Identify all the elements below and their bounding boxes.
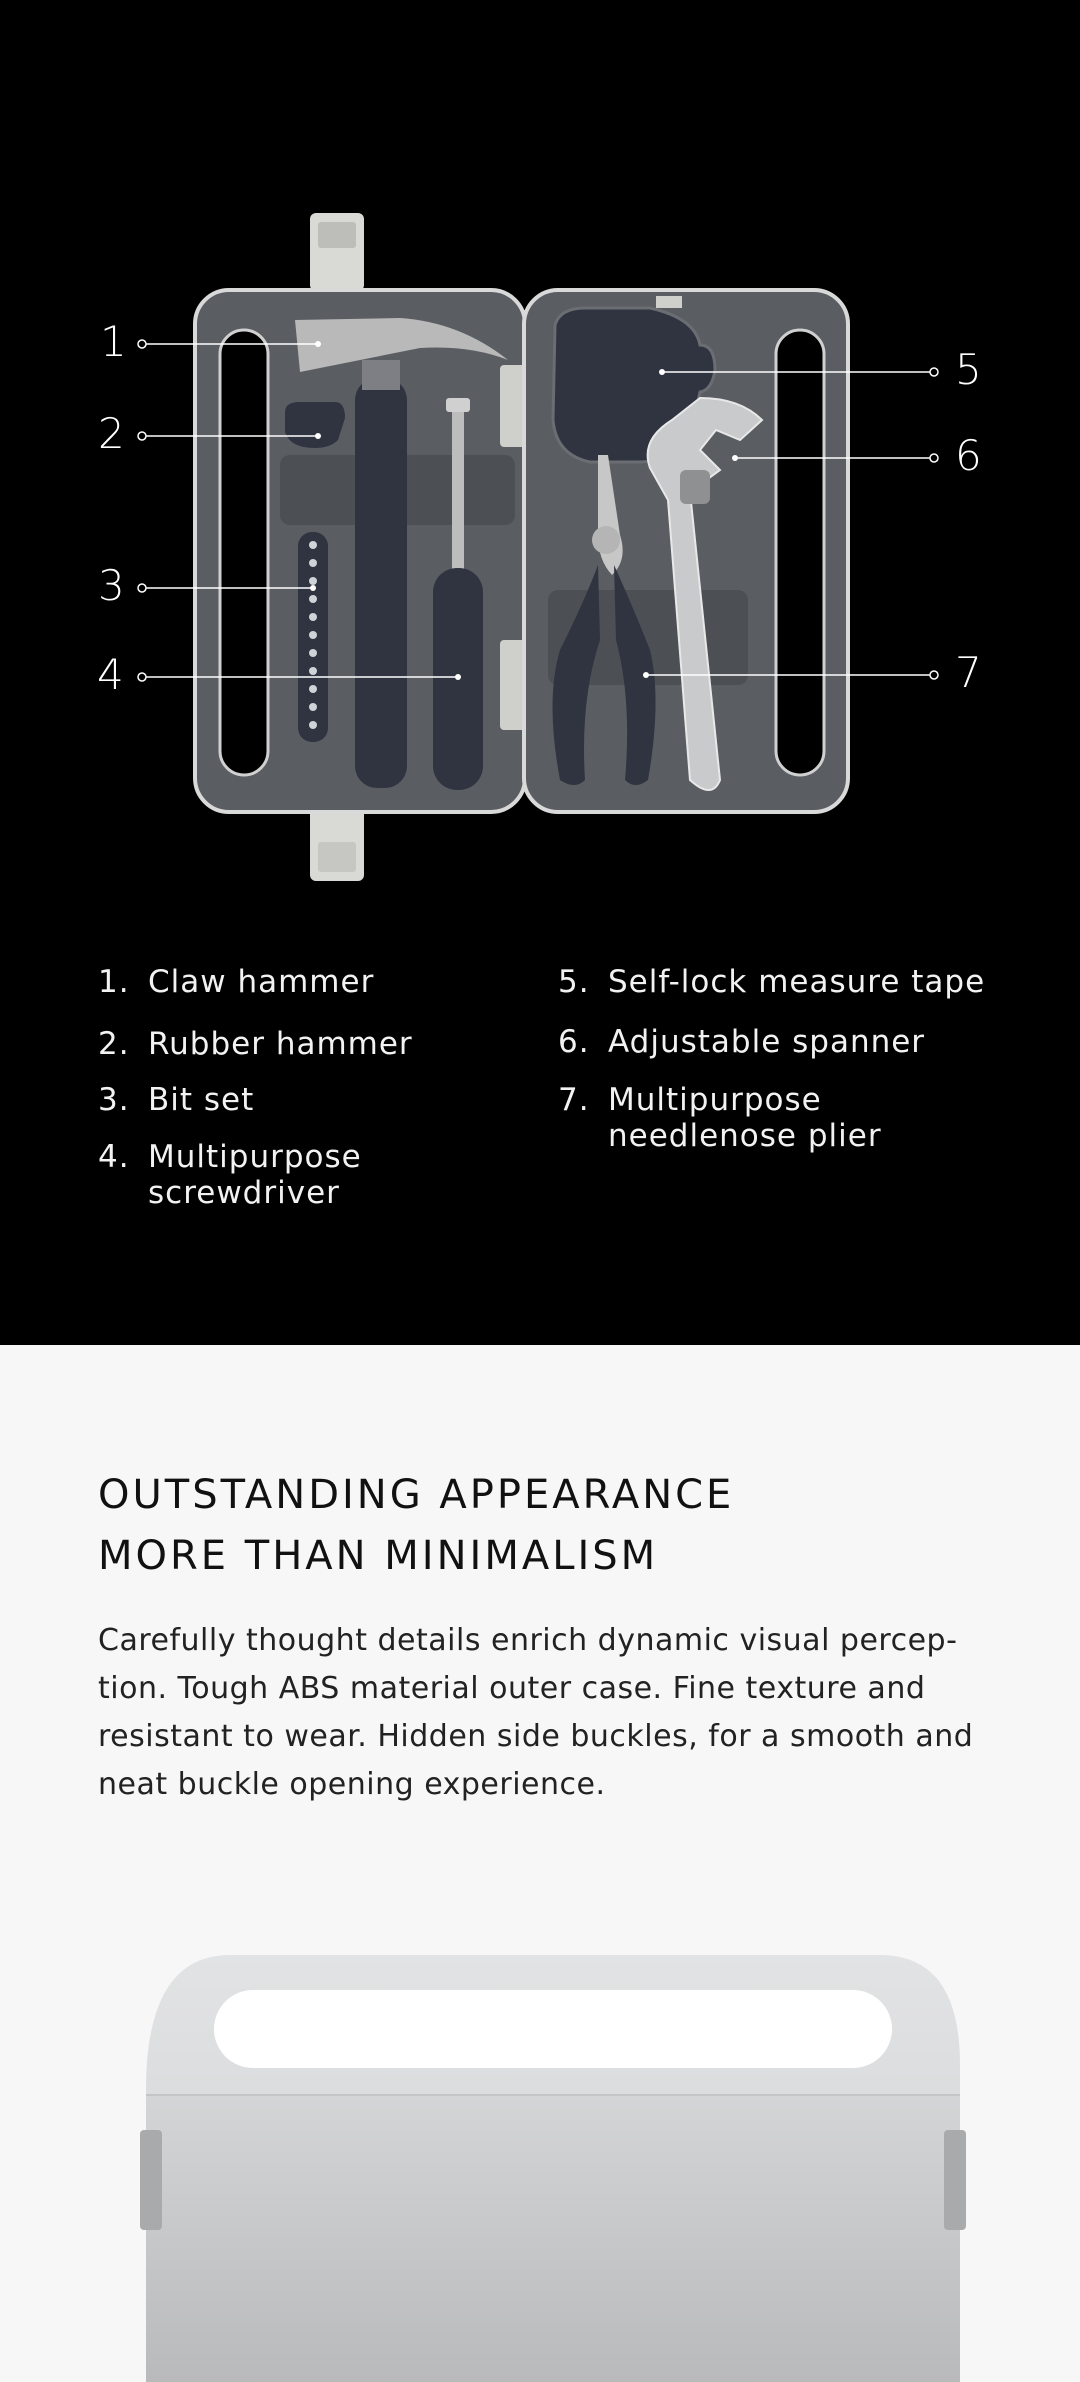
- tool-number: 1.: [98, 964, 130, 1000]
- tool-label: Claw hammer: [148, 964, 375, 1000]
- tool-label: Multipurpose screwdriver: [148, 1139, 362, 1211]
- closed-case-image: [0, 1935, 1080, 2382]
- feature-section: [0, 1345, 1080, 2382]
- toolkit-diagram: [0, 0, 1080, 900]
- tool-label: Self-lock measure tape: [608, 964, 986, 1000]
- callout-2: 2: [98, 409, 125, 458]
- tool-number: 6.: [558, 1024, 590, 1060]
- heading-line-2: MORE THAN MINIMALISM: [98, 1533, 659, 1579]
- callout-3: 3: [98, 561, 125, 610]
- tool-label: Multipurpose needlenose plier: [608, 1082, 882, 1154]
- callout-7: 7: [955, 648, 982, 697]
- case-hinge-top: [310, 213, 364, 291]
- tool-label: Rubber hammer: [148, 1026, 413, 1062]
- callout-6: 6: [955, 431, 982, 480]
- callout-5: 5: [955, 345, 982, 394]
- tool-number: 2.: [98, 1026, 130, 1062]
- heading-line-1: OUTSTANDING APPEARANCE: [98, 1472, 735, 1518]
- tool-number: 7.: [558, 1082, 590, 1118]
- callout-1: 1: [100, 317, 127, 366]
- feature-description: Carefully thought details enrich dynamic visual percep-tion. Tough ABS material outer case. Fine texture and resistant to wear. Hidden side buckles, for a smooth and neat buckle opening experience.: [98, 1623, 974, 1802]
- callout-4: 4: [97, 650, 124, 699]
- tool-label: Bit set: [148, 1082, 255, 1118]
- section-heading: [98, 1465, 734, 1587]
- tool-number: 4.: [98, 1139, 130, 1175]
- bit-set-graphic: [298, 532, 328, 742]
- tool-number: 3.: [98, 1082, 130, 1118]
- tool-number: 5.: [558, 964, 590, 1000]
- tool-label: Adjustable spanner: [608, 1024, 926, 1060]
- rubber-hammer-graphic: [285, 402, 345, 448]
